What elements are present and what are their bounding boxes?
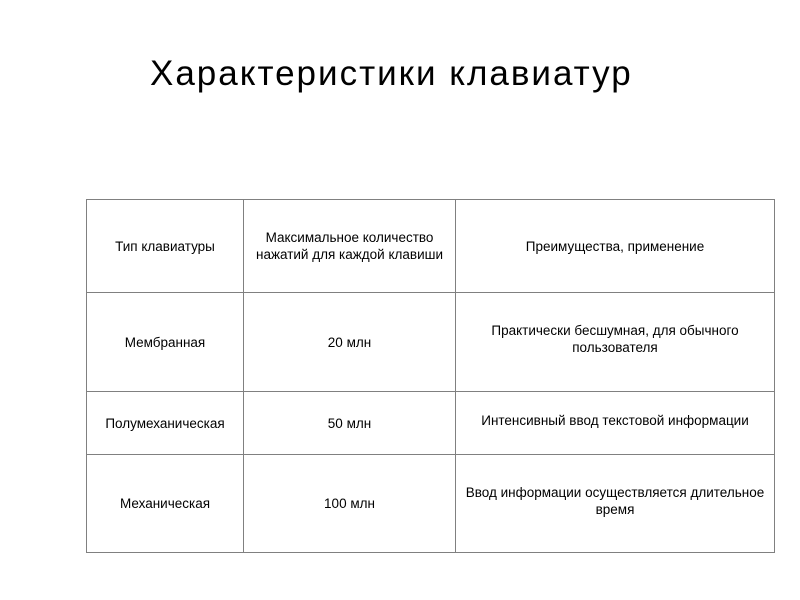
cell-advantages: Практически бесшумная, для обычного пользователя [456,293,775,392]
cell-keyboard-type: Полумеханическая [87,392,244,455]
cell-keyboard-type: Мембранная [87,293,244,392]
table-row [87,455,775,553]
keyboard-characteristics-table [86,199,775,553]
page-title: Характеристики клавиатур [150,54,633,93]
table-row [87,392,775,455]
cell-advantages: Ввод информации осуществляется длительное время [456,455,775,553]
table-row [87,293,775,392]
cell-max-keypresses: 50 млн [244,392,456,455]
cell-max-keypresses: 20 млн [244,293,456,392]
cell-advantages: Интенсивный ввод текстовой информации [456,392,775,455]
header-keyboard-type: Тип клавиатуры [87,200,244,293]
header-max-keypresses: Максимальное количество нажатий для каждой клавиши [244,200,456,293]
table-header-row [87,200,775,293]
header-advantages: Преимущества, применение [456,200,775,293]
cell-max-keypresses: 100 млн [244,455,456,553]
cell-keyboard-type: Механическая [87,455,244,553]
